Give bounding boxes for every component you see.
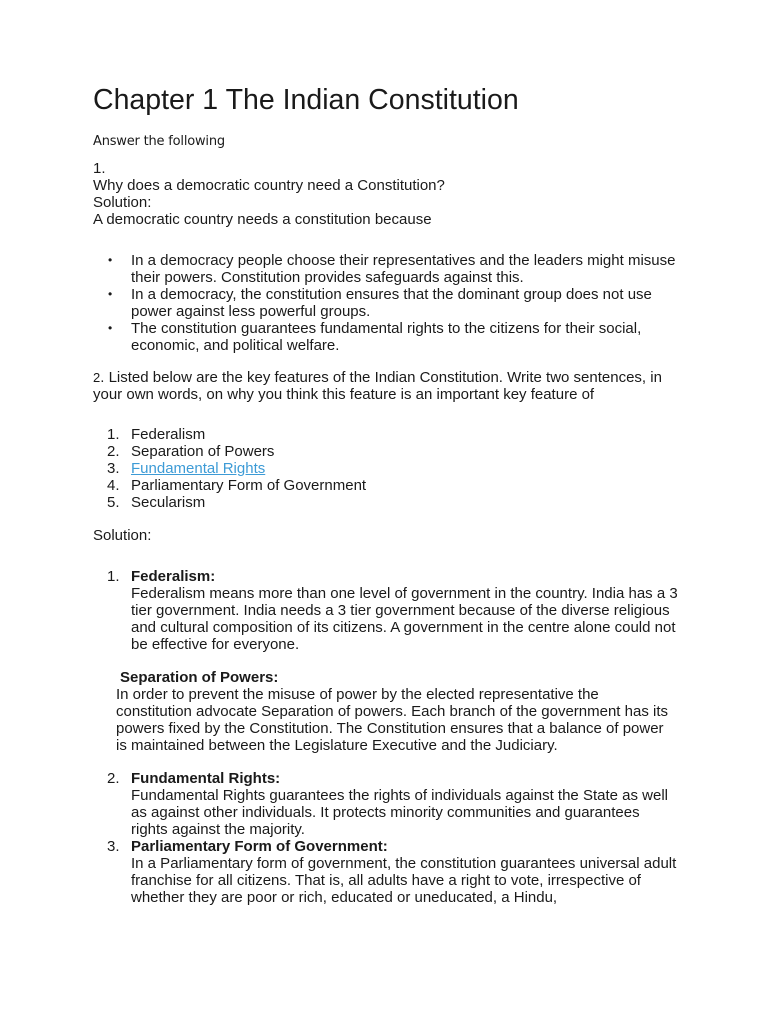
fundamental-rights-link[interactable]: Fundamental Rights [131, 460, 266, 477]
features-list [93, 426, 683, 511]
question-2-text: . Listed below are the key features of the Indian Constitution. Write two sentences, in your own words, on why you think this feature is an important key feature of [93, 369, 662, 403]
feature-label: Parliamentary Form of Government [131, 477, 367, 494]
answer-heading: Parliamentary Form of Government: [131, 838, 388, 855]
question-2 [93, 369, 673, 403]
answer-body: In a Parliamentary form of government, the constitution guarantees universal adult franchise for all citizens. That is, all adults have a right to vote, irrespective of whether they are poor or rich, educated or uneducated, a Hindu, [131, 855, 677, 906]
answer-body: Fundamental Rights guarantees the rights of individuals against the State as well as against other individuals. It protects minority communities and guarantees rights against the majority. [131, 787, 668, 838]
feature-label: Secularism [131, 494, 206, 511]
feature-label: Separation of Powers [131, 443, 275, 460]
answer-list-continued [93, 770, 678, 906]
answer-body: Federalism means more than one level of government in the country. India has a 3 tier government. India needs a 3 tier government because of the diverse religious and cultural composition of its citizens. A government in the centre alone could not be effective for everyone. [131, 585, 678, 653]
page-title: Chapter 1 The Indian Constitution [93, 84, 519, 116]
question-2-number: 2 [93, 370, 101, 385]
list-item: 3. Fundamental Rights [107, 460, 266, 477]
list-item: 5. Secularism [107, 494, 206, 511]
answer-federalism [93, 568, 678, 653]
answer-heading: Fundamental Rights: [131, 770, 281, 787]
list-item: 4. Parliamentary Form of Government [107, 477, 367, 494]
answer-separation-of-powers [116, 669, 676, 754]
list-item: 2. Fundamental Rights: Fundamental Rights guarantees the rights of individuals against the State as well as against other individuals. It protects minority communities and guarantees rights against the majority. [93, 770, 678, 838]
answer-heading: Federalism: [131, 568, 216, 585]
question-1-answer-intro: A democratic country needs a constitution because [93, 211, 432, 228]
list-item: 1. Federalism [107, 426, 206, 443]
list-item: 1. Federalism: Federalism means more than one level of government in the country. India has a 3 tier government. India needs a 3 tier government because of the diverse religious and cultural composition of its citizens. A government in the centre alone could not be effective for everyone. [107, 568, 678, 653]
answer-body: In order to prevent the misuse of power by the elected representative the constitution advocate Separation of powers. Each branch of the government has its powers fixed by the Constitution. The Constitution ensures that a balance of power is maintained between the Legislature Executive and the Judiciary. [116, 686, 668, 754]
list-item: 2. Separation of Powers [107, 443, 275, 460]
list-item: • The constitution guarantees fundamental rights to the citizens for their social, economic, and political welfare. [93, 320, 678, 354]
feature-label: Federalism [131, 426, 206, 443]
list-item: • In a democracy people choose their representatives and the leaders might misuse their powers. Constitution provides safeguards against this. [93, 252, 678, 286]
question-1-text: Why does a democratic country need a Constitution? [93, 177, 445, 194]
question-1-answer-list [93, 252, 678, 354]
question-2-solution-label: Solution: [93, 527, 152, 544]
list-item: 3. Parliamentary Form of Government: In a Parliamentary form of government, the constitution guarantees universal adult franchise for all citizens. That is, all adults have a right to vote, irrespective of whether they are poor or rich, educated or uneducated, a Hindu, [107, 838, 677, 906]
question-1-solution-label: Solution: [93, 194, 152, 211]
question-1 [93, 160, 683, 228]
list-item: • In a democracy, the constitution ensures that the dominant group does not use power against less powerful groups. [93, 286, 678, 320]
page-subtitle: Answer the following [93, 134, 225, 149]
question-1-number: 1. [93, 160, 106, 177]
answer-heading: Separation of Powers: [120, 669, 279, 686]
